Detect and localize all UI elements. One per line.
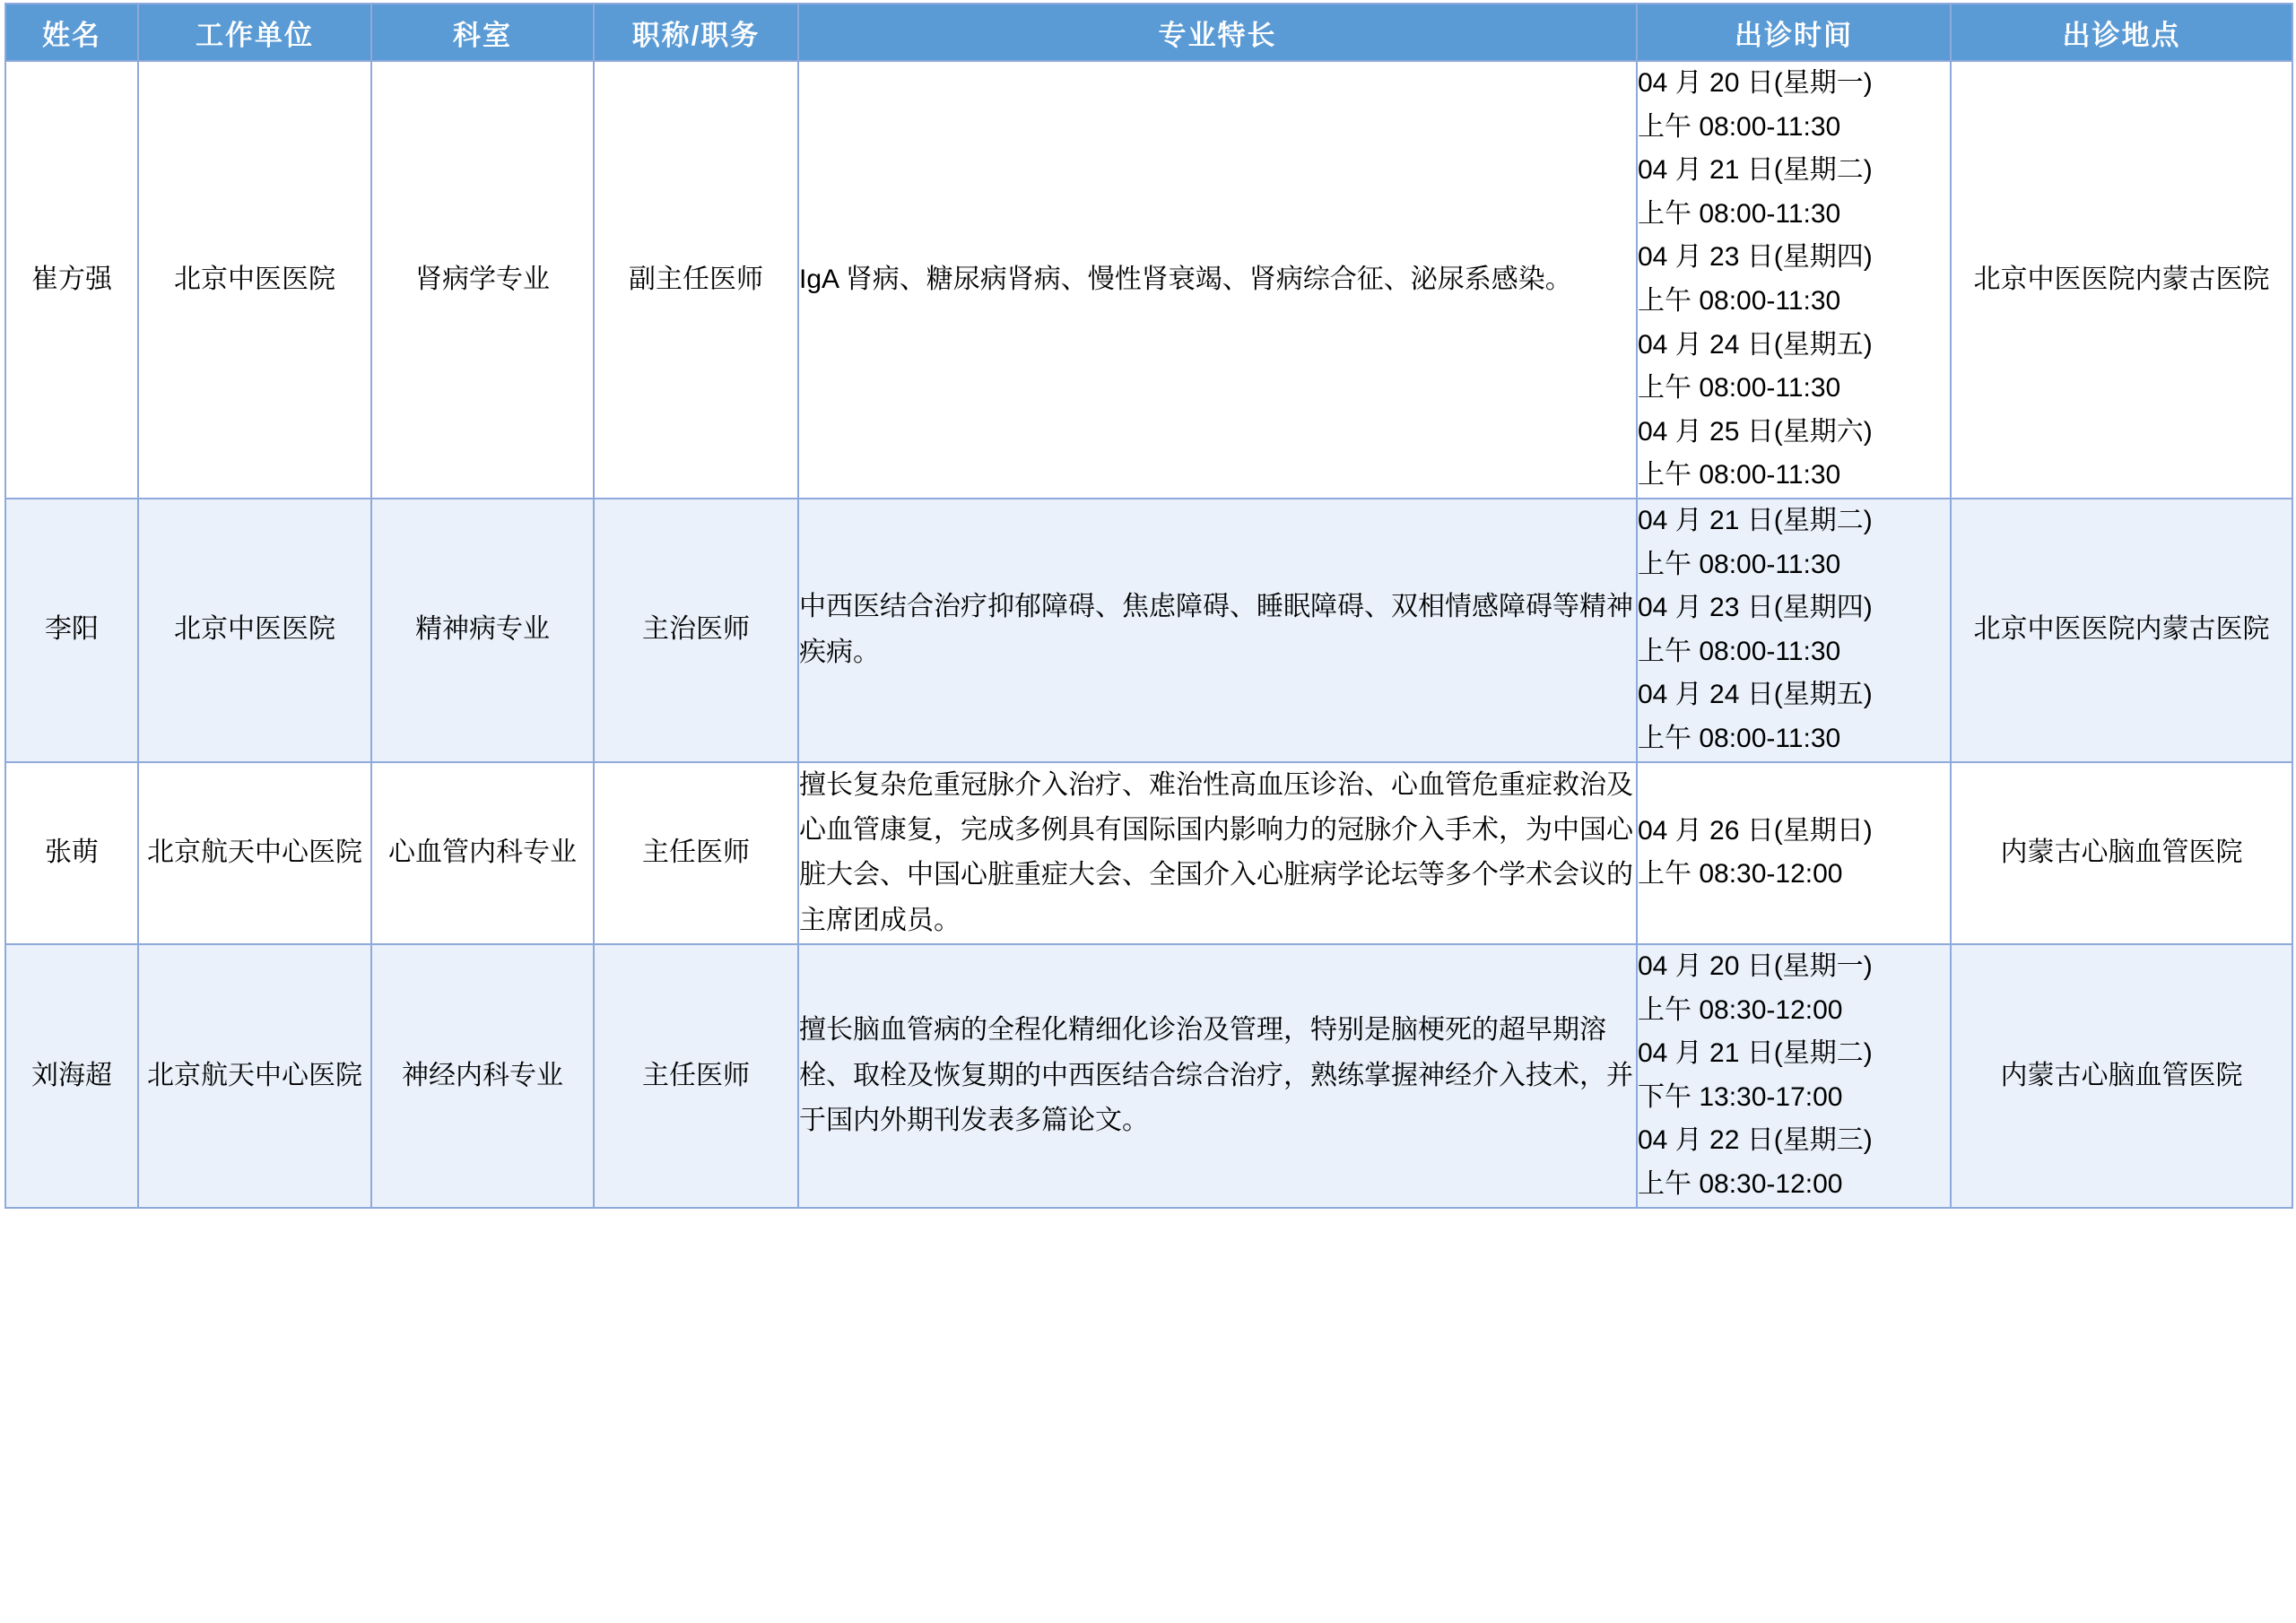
visit-time-line: 04 月 21 日(星期二) — [1638, 155, 1873, 186]
cell-title: 主任医师 — [594, 944, 798, 1208]
cell-dept: 肾病学专业 — [371, 61, 594, 499]
cell-location: 北京中医医院内蒙古医院 — [1951, 499, 2292, 762]
cell-specialty: 擅长脑血管病的全程化精细化诊治及管理，特别是脑梗死的超早期溶栓、取栓及恢复期的中西医结合综合治疗，熟练掌握神经介入技术，并于国内外期刊发表多篇论文。 — [798, 944, 1637, 1208]
visit-time-line: 上午 08:00-11:30 — [1638, 636, 1841, 666]
table-row — [5, 944, 2292, 1208]
visit-time-line: 04 月 22 日(星期三) — [1638, 1125, 1873, 1156]
column-header-place: 出诊地点 — [1951, 4, 2292, 61]
visit-time-line: 上午 08:00-11:30 — [1638, 373, 1841, 404]
cell-title: 主治医师 — [594, 499, 798, 762]
cell-specialty: 擅长复杂危重冠脉介入治疗、难治性高血压诊治、心血管危重症救治及心血管康复，完成多例具有国际国内影响力的冠脉介入手术，为中国心脏大会、中国心脏重症大会、全国介入心脏病学论坛等多个学术会议的主席团成员。 — [798, 762, 1637, 945]
cell-title: 副主任医师 — [594, 61, 798, 499]
column-header-name: 姓名 — [5, 4, 138, 61]
visit-time-line: 上午 08:30-12:00 — [1638, 994, 1843, 1025]
cell-specialty: IgA 肾病、糖尿病肾病、慢性肾衰竭、肾病综合征、泌尿系感染。 — [798, 61, 1637, 499]
cell-location: 内蒙古心脑血管医院 — [1951, 944, 2292, 1208]
visit-time-line: 上午 08:00-11:30 — [1638, 111, 1841, 142]
visit-time-lines — [1638, 945, 1950, 1207]
visit-time-lines — [1638, 499, 1950, 761]
visit-time-line: 上午 08:00-11:30 — [1638, 460, 1841, 490]
visit-time-line: 上午 08:00-11:30 — [1638, 198, 1841, 229]
table-header — [5, 4, 2292, 61]
visit-time-line: 04 月 25 日(星期六) — [1638, 416, 1873, 447]
cell-visit-time — [1637, 944, 1951, 1208]
cell-org: 北京中医医院 — [138, 61, 371, 499]
doctor-schedule-table — [4, 3, 2293, 1209]
visit-time-line: 上午 08:30-12:00 — [1638, 1169, 1843, 1200]
visit-time-line: 04 月 23 日(星期四) — [1638, 593, 1873, 623]
cell-org: 北京中医医院 — [138, 499, 371, 762]
visit-time-line: 04 月 20 日(星期一) — [1638, 951, 1873, 982]
visit-time-line: 上午 08:30-12:00 — [1638, 859, 1843, 890]
column-header-org: 工作单位 — [138, 4, 371, 61]
visit-time-lines — [1638, 62, 1950, 498]
cell-dept: 神经内科专业 — [371, 944, 594, 1208]
column-header-spec: 专业特长 — [798, 4, 1637, 61]
table-header-row — [5, 4, 2292, 61]
cell-name: 刘海超 — [5, 944, 138, 1208]
table-body — [5, 61, 2292, 1208]
visit-time-line: 上午 08:00-11:30 — [1638, 285, 1841, 316]
visit-time-line: 上午 08:00-11:30 — [1638, 549, 1841, 579]
visit-time-line: 04 月 24 日(星期五) — [1638, 680, 1873, 710]
table-row — [5, 61, 2292, 499]
cell-name: 崔方强 — [5, 61, 138, 499]
cell-location: 北京中医医院内蒙古医院 — [1951, 61, 2292, 499]
visit-time-line: 04 月 20 日(星期一) — [1638, 68, 1873, 98]
visit-time-line: 04 月 21 日(星期二) — [1638, 1038, 1873, 1069]
visit-time-line: 上午 08:00-11:30 — [1638, 723, 1841, 753]
cell-visit-time — [1637, 762, 1951, 945]
cell-title: 主任医师 — [594, 762, 798, 945]
cell-visit-time — [1637, 499, 1951, 762]
schedule-sheet — [0, 3, 2296, 1209]
column-header-time: 出诊时间 — [1637, 4, 1951, 61]
cell-location: 内蒙古心脑血管医院 — [1951, 762, 2292, 945]
visit-time-line: 04 月 21 日(星期二) — [1638, 505, 1873, 535]
visit-time-line: 04 月 24 日(星期五) — [1638, 329, 1873, 360]
cell-org: 北京航天中心医院 — [138, 762, 371, 945]
table-row — [5, 499, 2292, 762]
column-header-dept: 科室 — [371, 4, 594, 61]
column-header-title: 职称/职务 — [594, 4, 798, 61]
cell-visit-time — [1637, 61, 1951, 499]
visit-time-lines — [1638, 810, 1950, 897]
visit-time-line: 04 月 23 日(星期四) — [1638, 242, 1873, 273]
cell-dept: 精神病专业 — [371, 499, 594, 762]
visit-time-line: 04 月 26 日(星期日) — [1638, 815, 1873, 846]
cell-dept: 心血管内科专业 — [371, 762, 594, 945]
cell-specialty: 中西医结合治疗抑郁障碍、焦虑障碍、睡眠障碍、双相情感障碍等精神疾病。 — [798, 499, 1637, 762]
cell-name: 张萌 — [5, 762, 138, 945]
cell-org: 北京航天中心医院 — [138, 944, 371, 1208]
cell-name: 李阳 — [5, 499, 138, 762]
table-row — [5, 762, 2292, 945]
visit-time-line: 下午 13:30-17:00 — [1638, 1081, 1843, 1112]
